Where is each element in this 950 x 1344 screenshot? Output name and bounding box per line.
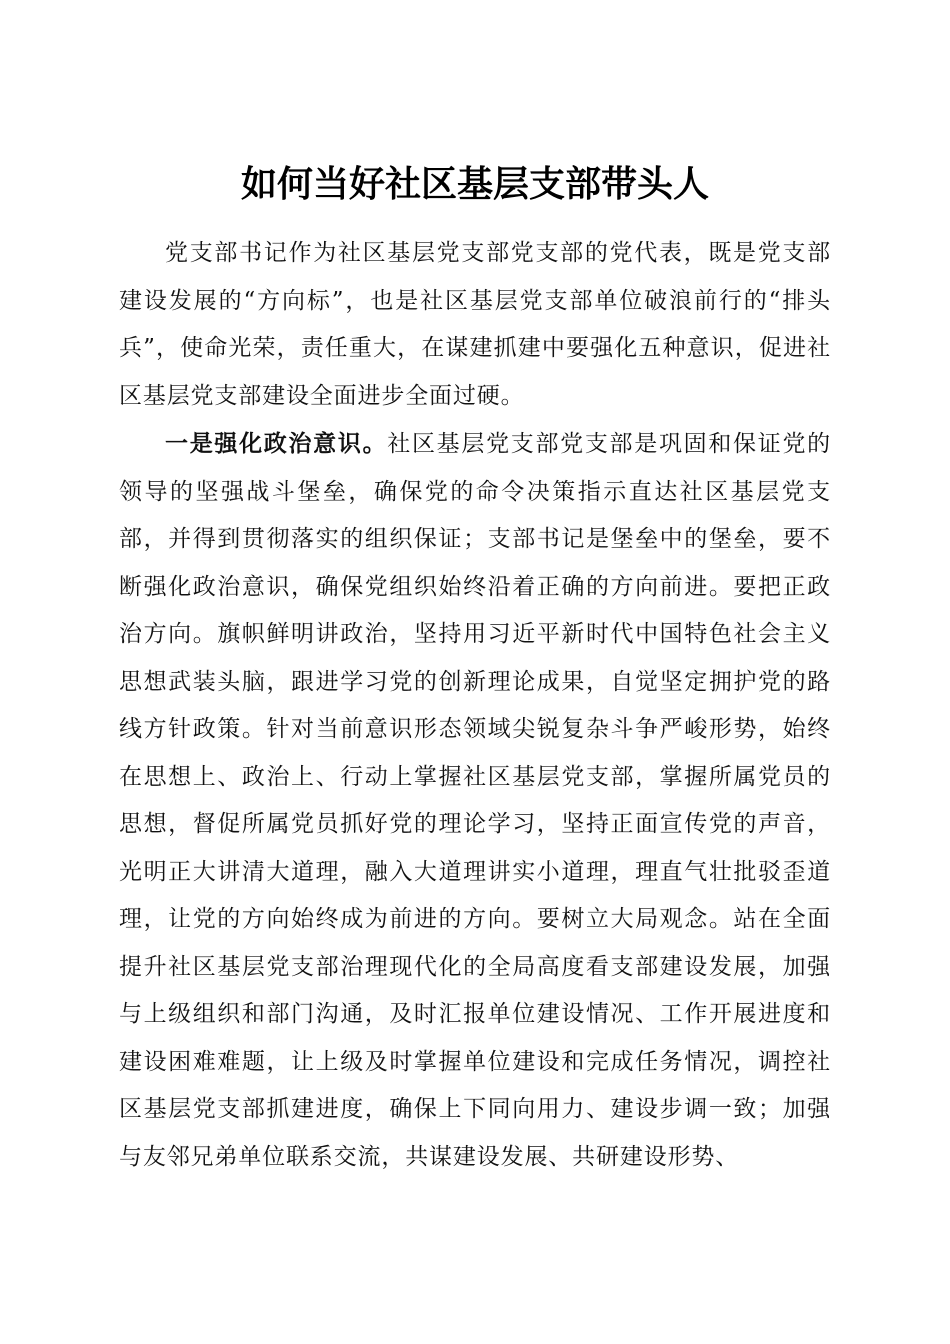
- paragraph-intro: [119, 229, 831, 420]
- paragraph-text: 社区基层党支部党支部是巩固和保证党的领导的坚强战斗堡垒，确保党的命令决策指示直达社区基层党支部，并得到贯彻落实的组织保证；支部书记是堡垒中的堡垒，要不断强化政治意识，确保党组织始终沿着正确的方向前进。要把正政治方向。旗帜鲜明讲政治，坚持用习近平新时代中国特色社会主义思想武装头脑，跟进学习党的创新理论成果，自觉坚定拥护党的路线方针政策。针对当前意识形态领域尖锐复杂斗争严峻形势，始终在思想上、政治上、行动上掌握社区基层党支部，掌握所属党员的思想，督促所属党员抓好党的理论学习，坚持正面宣传党的声音，光明正大讲清大道理，融入大道理讲实小道理，理直气壮批驳歪道理，让党的方向始终成为前进的方向。要树立大局观念。站在全面提升社区基层党支部治理现代化的全局高度看支部建设发展，加强与上级组织和部门沟通，及时汇报单位建设情况、工作开展进度和建设困难难题，让上级及时掌握单位建设和完成任务情况，调控社区基层党支部抓建进度，确保上下同向用力、建设步调一致；加强与友邻兄弟单位联系交流，共谋建设发展、共研建设形势、: [119, 431, 831, 1170]
- paragraph-text: 党支部书记作为社区基层党支部党支部的党代表，既是党支部建设发展的“方向标”，也是社区基层党支部单位破浪前行的“排头兵”，使命光荣，责任重大，在谋建抓建中要强化五种意识，促进社区基层党支部建设全面进步全面过硬。: [119, 240, 831, 409]
- document-body: [119, 229, 831, 1181]
- paragraph-lead: 一是强化政治意识。: [165, 430, 388, 457]
- paragraph-political-awareness: [119, 420, 831, 1181]
- document-title: 如何当好社区基层支部带头人: [240, 163, 709, 206]
